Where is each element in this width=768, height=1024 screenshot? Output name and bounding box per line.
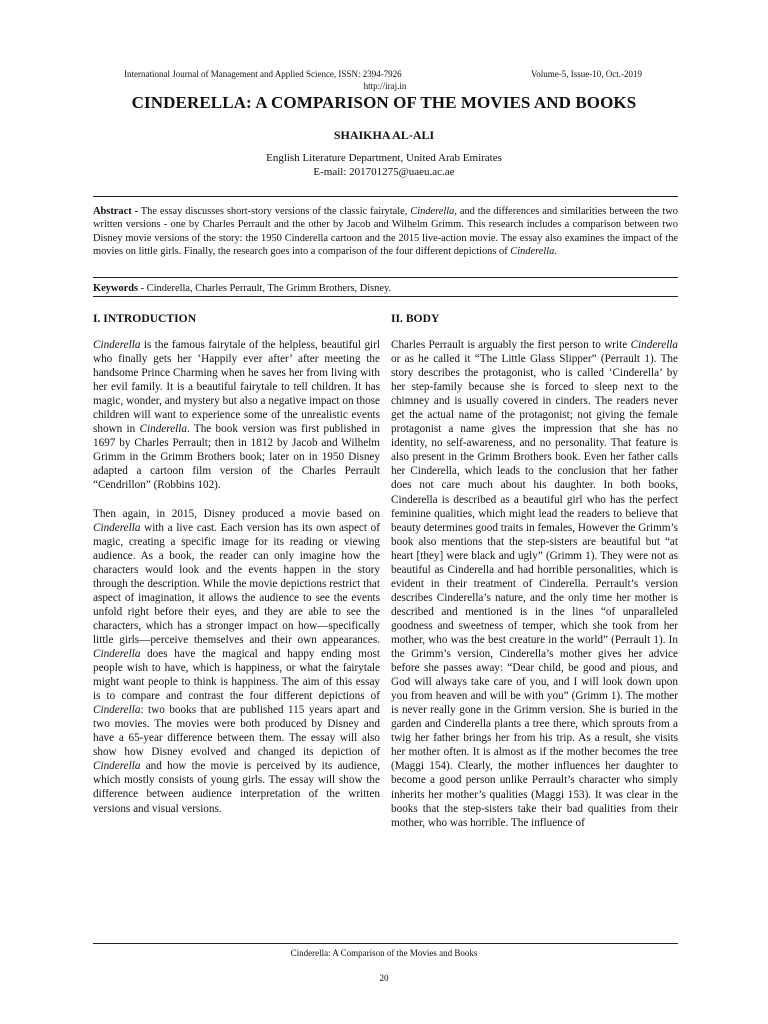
column-left bbox=[93, 312, 380, 816]
column-right bbox=[391, 312, 678, 830]
author-email[interactable]: E-mail: 201701275@uaeu.ac.ae bbox=[313, 166, 455, 178]
abstract-label: Abstract - bbox=[93, 206, 139, 217]
intro-paragraph-2 bbox=[93, 507, 380, 816]
italic-text: Cinderella bbox=[630, 339, 678, 351]
running-footer: Cinderella: A Comparison of the Movies and Books bbox=[290, 948, 478, 958]
intro-paragraph-1 bbox=[93, 338, 380, 493]
rule-footer bbox=[93, 943, 678, 944]
abstract-italic: Cinderella bbox=[510, 245, 555, 257]
abstract-text: , and the differences and similarities between the two written versions - one by Charles Perrault and the other by Jacob and Wilhelm Grimm. This research includes a comparison between two Disney movie versions of the story: the 1950 Cinderella cartoon and the 2015 live-action movie. The essay also examines the impact of the movies on little girls. Finally, the research goes into a comparison of the four different depictions of bbox=[93, 206, 678, 257]
keywords-label: Keywords bbox=[93, 283, 139, 294]
body-text: and how the movie is perceived by its audience, which mostly consists of young girls. The essay will show the difference between audience interpretation of the written versions and visual versions. bbox=[93, 760, 380, 815]
italic-text: Cinderella bbox=[93, 760, 141, 773]
italic-text: Cinderella bbox=[93, 704, 141, 717]
keywords-text: - Cinderella, Charles Perrault, The Grimm Brothers, Disney. bbox=[138, 283, 392, 294]
section-heading-introduction: I. INTRODUCTION bbox=[93, 312, 197, 325]
abstract-text: The essay discusses short-story versions of the classic fairytale, bbox=[138, 206, 411, 217]
abstract-italic: Cinderella bbox=[410, 206, 455, 217]
body-text: : two books that are published 115 years apart and two movies. The movies were both produced by Disney and have a 65-year difference between them. The essay will also show how Disney evolved and changed its depiction of bbox=[93, 704, 380, 759]
abstract-text: . bbox=[554, 245, 557, 257]
italic-text: Cinderella bbox=[93, 647, 141, 660]
body-text: is the famous fairytale of the helpless, beautiful girl who finally gets her ‘Happily ever after’ after meeting the handsome Prince Charming when he saves her from living with her evil family. It is a beautiful fairytale to tell children. It has magic, wonder, and mystery but also a negative impact on those children will want to experience some of the unrealistic events shown in bbox=[93, 339, 380, 436]
volume-info: Volume-5, Issue-10, Oct.-2019 bbox=[530, 69, 642, 79]
affiliation-block bbox=[0, 151, 768, 179]
italic-text: Cinderella bbox=[93, 521, 141, 534]
body-text: or as he called it “The Little Glass Slipper” (Perrault 1). The story describes the protagonist, who is called ‘Cinderella’ by her step-family because she is forced to sleep next to the chimney and is usually covered in cinders. The readers never get the actual name of the protagonist; not giving the female protagonist a name gives the impression that she has no identity, no self-awareness, and no personality. That feature is also present in the Grimm Brothers book. Even her father calls her Cinderella, which leads to the conclusion that her father does not care much about his daughter. In both books, Cinderella is described as a beautiful girl who has the perfect feminine qualities, which might lead the readers to believe that beauty determines good traits in females, However the Grimm’s book also mentions that the step-sisters are beautiful but “at heart [they] were black and ugly” (Grimm 1). They were not as beautiful as Cinderella and had horrible personalities, which is evident in their treatment of Cinderella. Perrault’s version describes Cinderella’s nature, and the only time her mother is described and mentioned is in the lines “of unparalleled goodness and sweetness of temper, which she took from her mother, who was the best creature in the world” (Perrault 1). In the Grimm’s version, Cinderella’s mother gives her advice before she passes away: “Dear child, be good and pious, and God will always take care of you, and I will look down upon you from heaven and will be with you” (Grimm 1). The mother is never really gone in the Grimm version. She is buried in the garden and Cinderella plants a tree there, which sprouts from a twig her father brings her from his trip. As a result, she visits her mother often. It is almost as if the mother becomes the tree (Maggi 154). Clearly, the mother influences her daughter to become a good person unlike Perrault’s character who simply inherits her mother’s qualities (Maggi 153). It was clear in the books that the step-sisters take their bad qualities from their mother, who was horrible. The influence of bbox=[391, 353, 678, 829]
abstract bbox=[93, 205, 678, 258]
rule-bottom bbox=[93, 296, 678, 297]
body-text: Charles Perrault is arguably the first person to write bbox=[391, 339, 631, 351]
body-paragraph-1 bbox=[391, 338, 678, 830]
page-number: 20 bbox=[379, 973, 389, 983]
rule-top bbox=[93, 196, 678, 197]
section-heading-body: II. BODY bbox=[391, 312, 440, 325]
body-text: with a live cast. Each version has its own aspect of magic, creating a specific image for its reading or viewing audience. As a book, the reader can only imagine how the characters would look and the events happen in the story through the description. While the movie depictions restrict that aspect of imagination, it allows the audience to see the events unfold right before their eyes, and they are able to see the characters, which has a stronger impact on how—specifically little girls—perceive themselves and their own appearances. bbox=[93, 521, 380, 646]
journal-name: International Journal of Management and Applied Science, ISSN: 2394-7926 bbox=[124, 69, 402, 79]
affiliation: English Literature Department, United Arab Emirates bbox=[266, 152, 502, 164]
body-text: Then again, in 2015, Disney produced a movie based on bbox=[93, 507, 380, 520]
rule-mid bbox=[93, 277, 678, 278]
italic-text: Cinderella bbox=[93, 339, 141, 351]
journal-url[interactable]: http://iraj.in bbox=[363, 81, 407, 91]
author-name: SHAIKHA AL-ALI bbox=[333, 128, 435, 142]
keywords bbox=[93, 282, 678, 295]
body-text: . The book version was first published in 1697 by Charles Perrault; then in 1812 by Jacob and Wilhelm Grimm in the Grimm Brothers book; later on in 1950 Disney adapted a cartoon film version of the Charles Perrault “Cendrillon” (Robbins 102). bbox=[93, 423, 380, 492]
body-text: does have the magical and happy ending most people wish to have, which is happiness, or what the fairytale might want people to think is happiness. The aim of this essay is to compare and contrast the four different depictions of bbox=[93, 647, 380, 703]
paper-title: CINDERELLA: A COMPARISON OF THE MOVIES AND BOOKS bbox=[131, 93, 637, 112]
italic-text: Cinderella bbox=[139, 423, 187, 436]
